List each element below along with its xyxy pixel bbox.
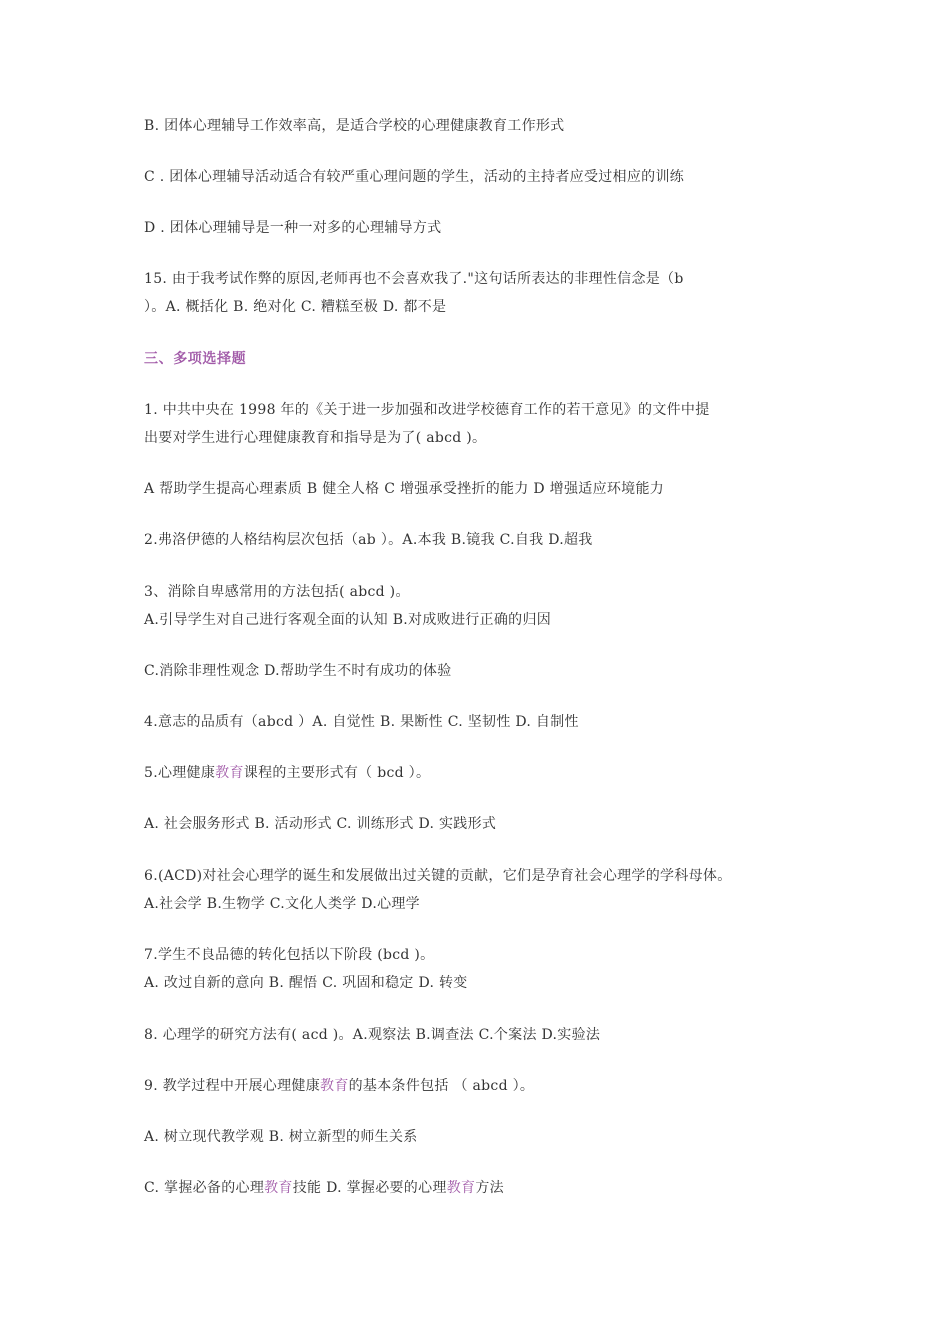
- mc-question-7-options: A. 改过自新的意向 B. 醒悟 C. 巩固和稳定 D. 转变: [144, 975, 468, 991]
- option-b-line: B. 团体心理辅导工作效率高，是适合学校的心理健康教育工作形式: [144, 118, 565, 134]
- option-c-line: C . 团体心理辅导活动适合有较严重心理问题的学生，活动的主持者应受过相应的训练: [144, 169, 685, 185]
- mc-question-9-options-2: [144, 1178, 504, 1198]
- mc-question-9-options-2-text-e: 方法: [475, 1180, 504, 1196]
- mc-question-3: 3、消除自卑感常用的方法包括( abcd )。: [144, 584, 410, 600]
- mc-question-5: [144, 763, 430, 783]
- mc-question-7: 7.学生不良品德的转化包括以下阶段 (bcd )。: [144, 947, 435, 963]
- education-link[interactable]: 教育: [264, 1180, 293, 1196]
- mc-question-9-text-c: 的基本条件包括 （ abcd ）。: [348, 1078, 535, 1094]
- mc-question-6: 6.(ACD)对社会心理学的诞生和发展做出过关键的贡献，它们是孕育社会心理学的学科母体。: [144, 868, 732, 884]
- mc-question-5-options: A. 社会服务形式 B. 活动形式 C. 训练形式 D. 实践形式: [144, 816, 497, 832]
- mc-question-9-options-2-text-c: 技能 D. 掌握必要的心理: [292, 1180, 447, 1196]
- mc-question-9: [144, 1076, 534, 1096]
- mc-question-9-text-a: 9. 教学过程中开展心理健康: [144, 1078, 321, 1094]
- mc-question-2: 2.弗洛伊德的人格结构层次包括（ab ）。A.本我 B.镜我 C.自我 D.超我: [144, 532, 593, 548]
- mc-question-4: 4.意志的品质有（abcd ）A. 自觉性 B. 果断性 C. 坚韧性 D. 自制性: [144, 714, 579, 730]
- section-heading: 三、多项选择题: [144, 351, 247, 367]
- mc-question-9-options-1: A. 树立现代教学观 B. 树立新型的师生关系: [144, 1129, 418, 1145]
- mc-question-6-options: A.社会学 B.生物学 C.文化人类学 D.心理学: [144, 896, 420, 912]
- education-link[interactable]: 教育: [446, 1180, 476, 1196]
- question-15-line-1: 15. 由于我考试作弊的原因,老师再也不会喜欢我了."这句话所表达的非理性信念是（b: [144, 271, 684, 287]
- mc-question-5-text-a: 5.心理健康: [144, 765, 216, 781]
- mc-question-8: 8. 心理学的研究方法有( acd )。A.观察法 B.调查法 C.个案法 D.实验法: [144, 1027, 601, 1043]
- mc-question-1-line-1: 1. 中共中央在 1998 年的《关于进一步加强和改进学校德育工作的若干意见》的文件中提: [144, 402, 710, 418]
- mc-question-5-text-c: 课程的主要形式有（ bcd ）。: [243, 765, 431, 781]
- option-d-line: D . 团体心理辅导是一种一对多的心理辅导方式: [144, 220, 442, 236]
- mc-question-3-options-2: C.消除非理性观念 D.帮助学生不时有成功的体验: [144, 663, 452, 679]
- question-15-line-2: ）。A. 概括化 B. 绝对化 C. 糟糕至极 D. 都不是: [144, 299, 447, 315]
- mc-question-1-line-2: 出要对学生进行心理健康教育和指导是为了( abcd )。: [144, 430, 487, 446]
- education-link[interactable]: 教育: [320, 1078, 349, 1094]
- mc-question-9-options-2-text-a: C. 掌握必备的心理: [144, 1180, 265, 1196]
- mc-question-3-options-1: A.引导学生对自己进行客观全面的认知 B.对成败进行正确的归因: [144, 612, 552, 628]
- mc-question-1-options: A 帮助学生提高心理素质 B 健全人格 C 增强承受挫折的能力 D 增强适应环境能力: [144, 481, 665, 497]
- education-link[interactable]: 教育: [215, 765, 244, 781]
